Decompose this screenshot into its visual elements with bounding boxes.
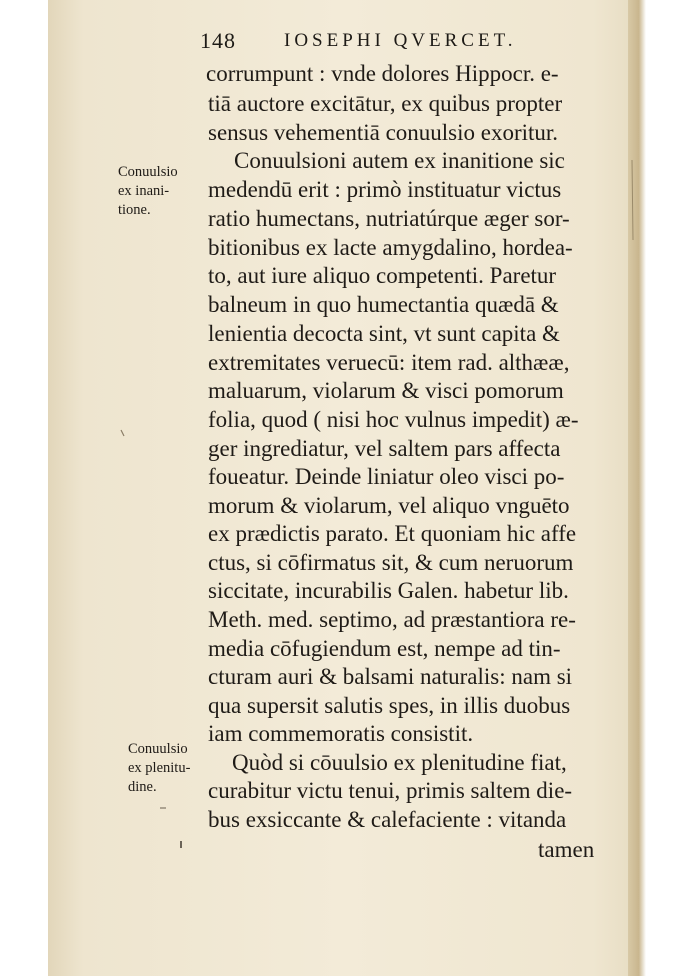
text-line: qua supersit salutis spes, in illis duobus (208, 693, 571, 718)
text-line: cturam auri & balsami naturalis: nam si (208, 664, 573, 689)
text-line: Quòd si cōuulsio ex plenitudine fiat, (232, 750, 567, 775)
text-line: Meth. med. septimo, ad præstantiora re- (208, 607, 576, 632)
page-header (200, 28, 620, 58)
text-line: iam commemoratis consistit. (208, 721, 474, 746)
margin-note-line: Conuulsio (118, 164, 178, 180)
page-gutter (628, 0, 646, 976)
text-line: medendū erit : primò instituatur victus (208, 177, 562, 202)
text-line: tiā auctore excitātur, ex quibus propter (208, 91, 563, 116)
text-line: bitionibus ex lacte amygdalino, hordea- (208, 235, 573, 260)
margin-note-line: ex plenitu- (128, 760, 191, 776)
running-head: IOSEPHI QVERCET. (284, 30, 517, 51)
text-line: ex prædictis parato. Et quoniam hic affe (208, 521, 577, 546)
catchword: tamen (538, 837, 595, 862)
text-line: corrumpunt : vnde dolores Hippocr. e- (206, 61, 559, 86)
margin-note-line: tione. (118, 202, 151, 218)
text-line: extremitates veruecū: item rad. althææ, (208, 350, 570, 375)
text-line: ger ingrediatur, vel saltem pars affecta (208, 436, 561, 461)
margin-note-line: ex inani- (118, 183, 170, 199)
margin-note-line: dine. (128, 779, 157, 795)
text-line: ratio humectans, nutriatúrque æger sor- (208, 206, 570, 231)
text-line: lenientia decocta sint, vt sunt capita & (208, 321, 560, 346)
text-line: folia, quod ( nisi hoc vulnus impedit) æ- (208, 407, 579, 432)
text-line: balneum in quo humectantia quædā & (208, 292, 559, 317)
margin-note-line: Conuulsio (128, 741, 188, 757)
text-line: morum & violarum, vel aliquo vnguēto (208, 493, 570, 518)
text-line: curabitur victu tenui, primis saltem die- (208, 778, 573, 803)
text-line: Conuulsioni autem ex inanitione sic (234, 148, 565, 173)
margin-note (118, 163, 178, 220)
text-line: foueatur. Deinde liniatur oleo visci po- (208, 464, 565, 489)
text-line: bus exsiccante & calefaciente : vitanda (208, 807, 567, 832)
page-number: 148 (200, 28, 236, 53)
margin-note (128, 740, 190, 797)
text-line: maluarum, violarum & visci pomorum (208, 378, 564, 403)
text-line: media cōfugiendum est, nempe ad tin- (208, 636, 561, 661)
text-line: siccitate, incurabilis Galen. habetur lib. (208, 578, 569, 603)
text-line: ctus, si cōfirmatus sit, & cum neruorum (208, 550, 574, 575)
text-line: to, aut iure aliquo competenti. Paretur (208, 263, 557, 288)
text-line: sensus vehementiā conuulsio exoritur. (208, 120, 559, 145)
